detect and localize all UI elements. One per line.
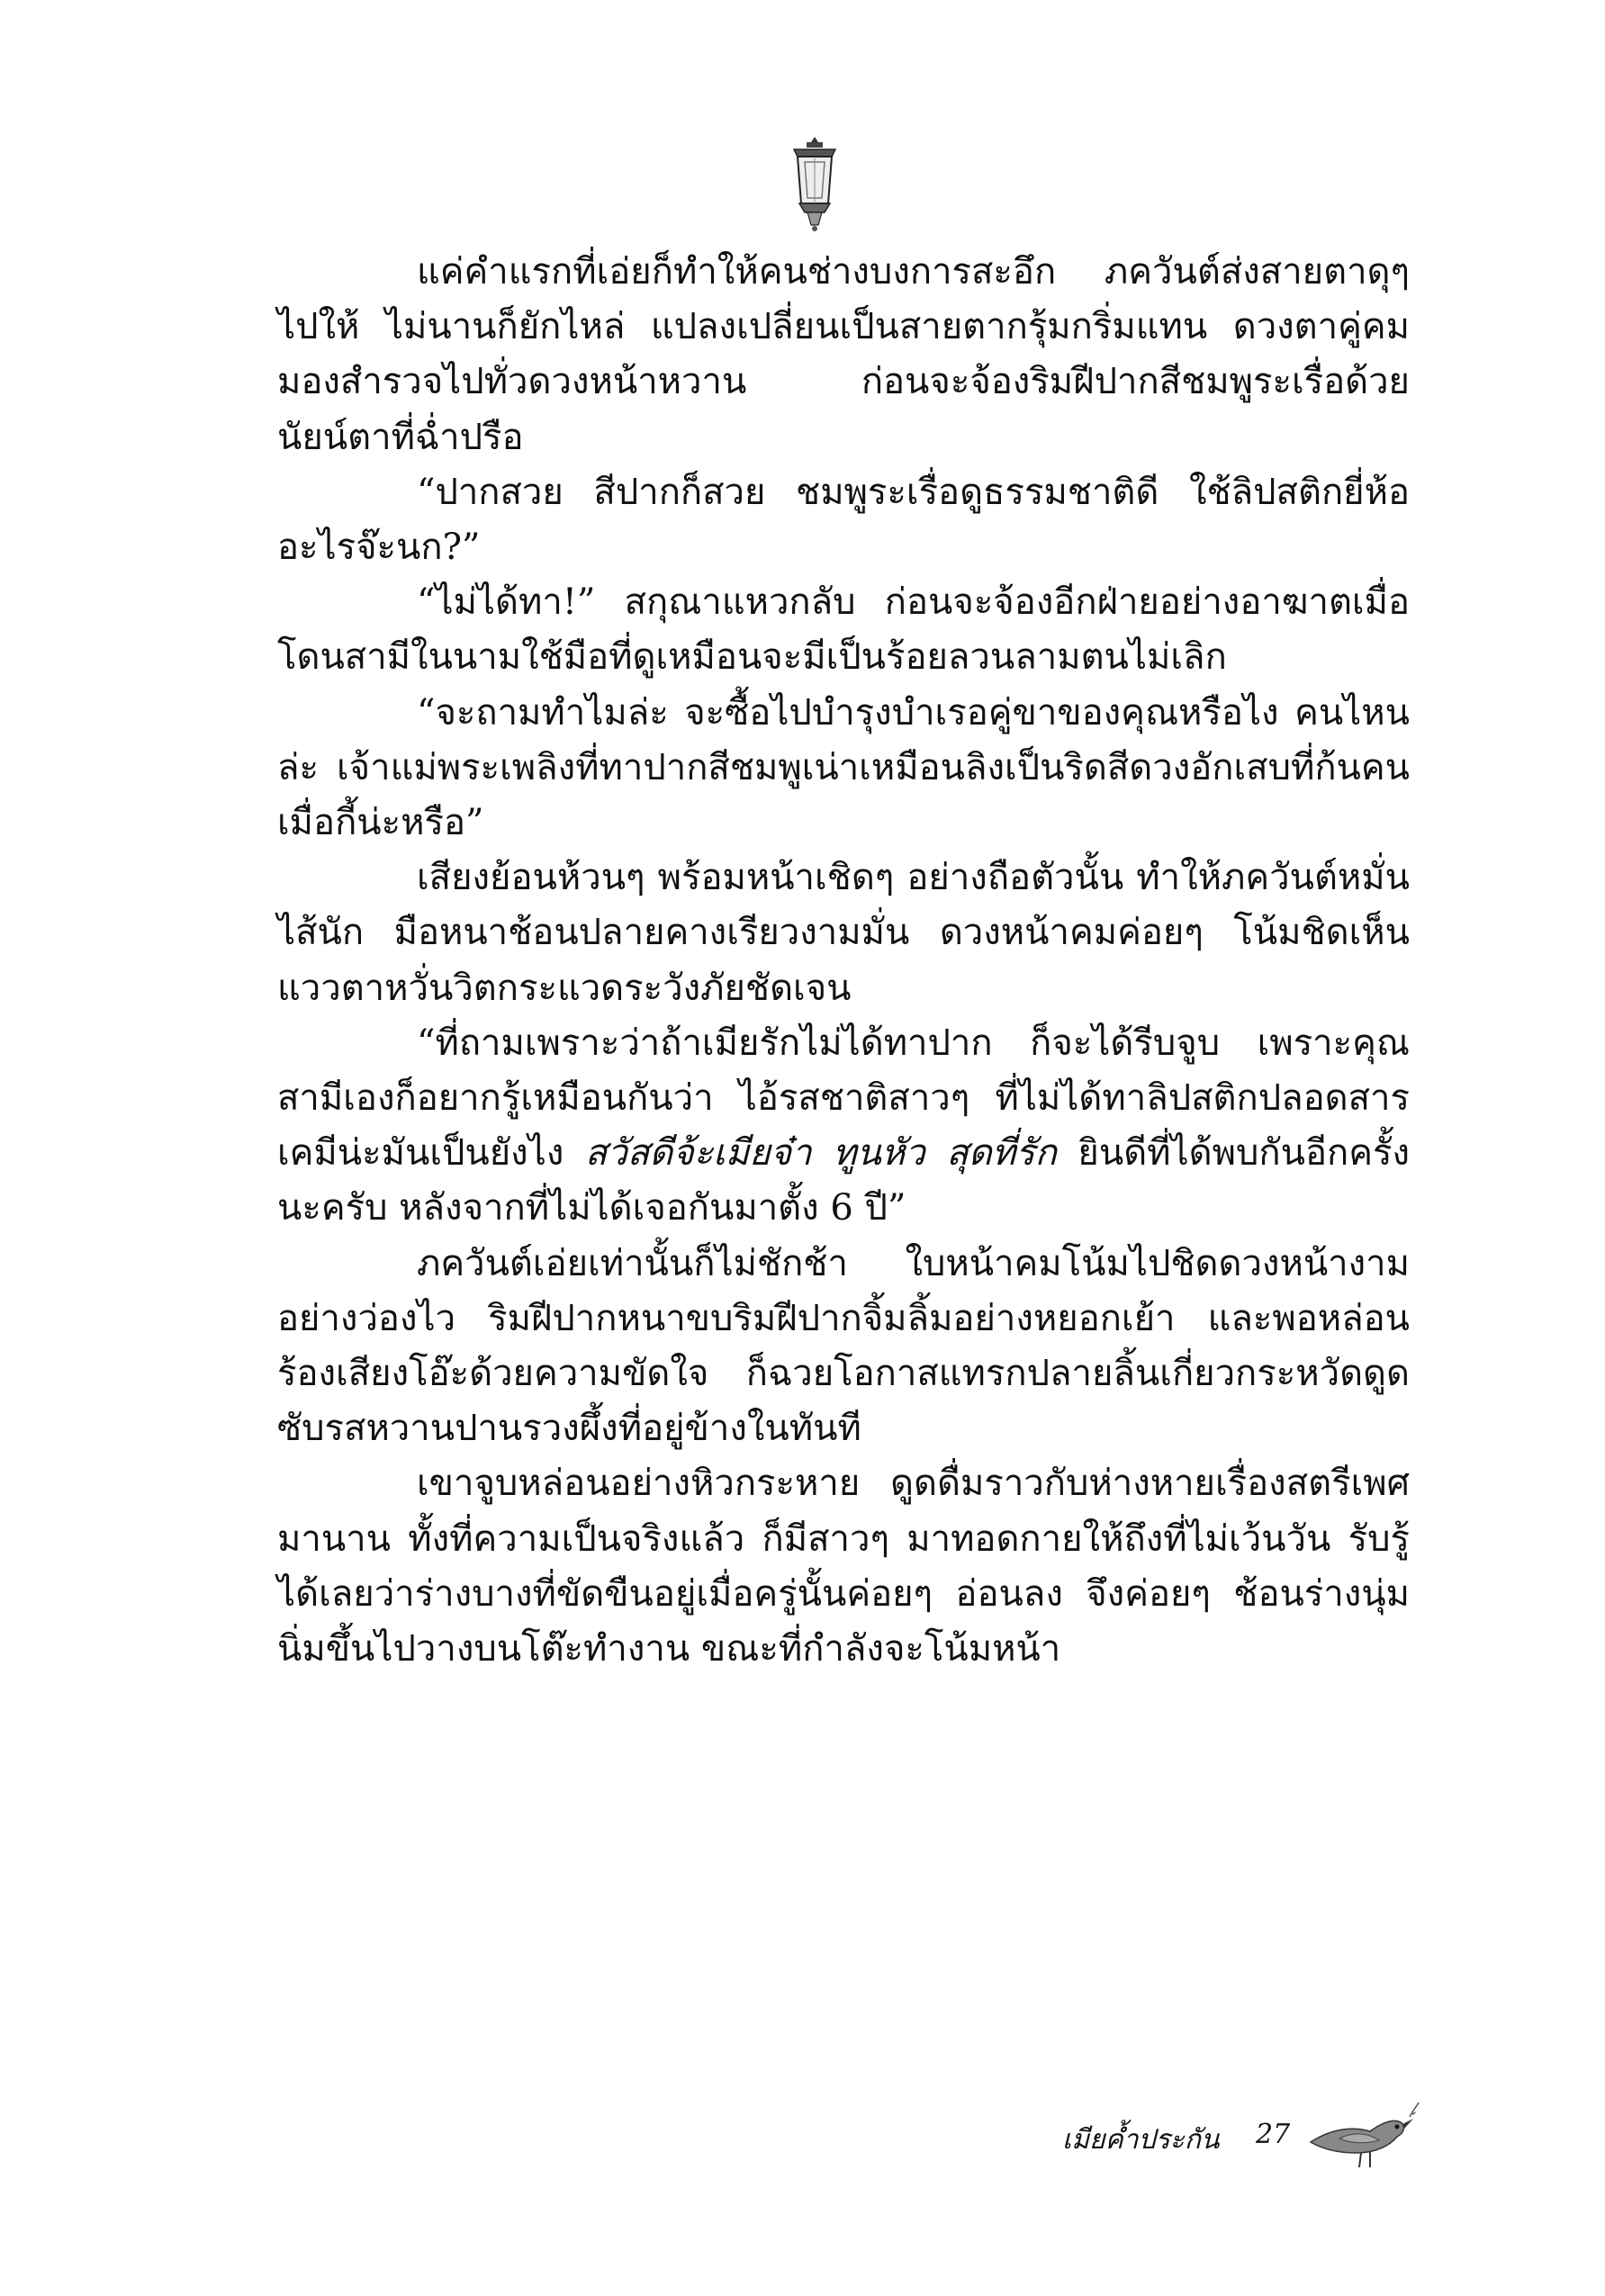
paragraph: แค่คำแรกที่เอ่ยก็ทำให้คนช่างบงการสะอึก ภควันต์ส่งสายตาดุๆ ไปให้ ไม่นานก็ยักไหล่ แปลงเปลี่ยนเป็นสายตากรุ้มกริ่มแทน ดวงตาคู่คมมองสำรวจไปทั่วดวงหน้าหวาน ก่อนจะจ้องริมฝีปากสีชมพูระเรื่อด้วยนัยน์ตาที่ฉ่ำปรือ [277, 251, 1410, 458]
paragraph: “ไม่ได้ทา!” สกุณาแหวกลับ ก่อนจะจ้องอีกฝ่ายอย่างอาฆาตเมื่อโดนสามีในนามใช้มือที่ดูเหมือนจะมีเป็นร้อยลวนลามตนไม่เลิก [277, 581, 1410, 679]
paragraph: “ปากสวย สีปากก็สวย ชมพูระเรื่อดูธรรมชาติดี ใช้ลิปสติกยี่ห้ออะไรจ๊ะนก?” [277, 471, 1410, 569]
paragraph: ภควันต์เอ่ยเท่านั้นก็ไม่ชักช้า ใบหน้าคมโน้มไปชิดดวงหน้างามอย่างว่องไว ริมฝีปากหนาขบริมฝีปากจิ้มลิ้มอย่างหยอกเย้า และพอหล่อนร้องเสียงโอ๊ะด้วยความขัดใจ ก็ฉวยโอกาสแทรกปลายลิ้นเกี่ยวกระหวัดดูดซับรสหวานปานรวงผึ้งที่อยู่ข้างในทันที [277, 1242, 1410, 1450]
paragraph [277, 1016, 1410, 1237]
bird-icon [1303, 2086, 1420, 2176]
paragraph: เสียงย้อนห้วนๆ พร้อมหน้าเชิดๆ อย่างถือตัวนั้น ทำให้ภควันต์หมั่นไส้นัก มือหนาช้อนปลายคางเรียวงามมั่น ดวงหน้าคมค่อยๆ โน้มชิดเห็นแววตาหวั่นวิตกระแวดระวังภัยชัดเจน [277, 857, 1410, 1009]
page-number: 27 [1256, 2119, 1291, 2150]
paragraph: เขาจูบหล่อนอย่างหิวกระหาย ดูดดื่มราวกับห่างหายเรื่องสตรีเพศมานาน ทั้งที่ความเป็นจริงแล้ว ก็มีสาวๆ มาทอดกายให้ถึงที่ไม่เว้นวัน รับรู้ได้เลยว่าร่างบางที่ขัดขืนอยู่เมื่อครู่นั้นค่อยๆ อ่อนลง จึงค่อยๆ ช้อนร่างนุ่มนิ่มขึ้นไปวางบนโต๊ะทำงาน ขณะที่กำลังจะโน้มหน้า [277, 1463, 1410, 1670]
italic-greeting: สวัสดีจ้ะเมียจ๋า ทูนหัว สุดที่รัก [584, 1132, 1057, 1175]
page-footer [0, 2086, 1605, 2185]
paragraph-text: ยินดีที่ได้พบกันอีกครั้งนะครับ หลังจากที่ไม่ได้เจอกันมาตั้ง 6 ปี” [277, 1132, 1410, 1229]
book-title: เมียค้ำประกัน [1062, 2124, 1220, 2156]
body-text [277, 245, 1410, 1677]
lantern-icon [783, 135, 846, 234]
paragraph-text: “ที่ถามเพราะว่าถ้าเมียรักไม่ได้ทาปาก ก็จะได้รีบจูบ เพราะคุณสามีเองก็อยากรู้เหมือนกันว่า ไอ้รสชาติสาวๆ ที่ไม่ได้ทาลิปสติกปลอดสารเคมีน่ะมันเป็นยังไง [277, 1022, 1410, 1175]
paragraph: “จะถามทำไมล่ะ จะซื้อไปบำรุงบำเรอคู่ขาของคุณหรือไง คนไหนล่ะ เจ้าแม่พระเพลิงที่ทาปากสีชมพูเน่าเหมือนลิงเป็นริดสีดวงอักเสบที่ก้นคนเมื่อกี้น่ะหรือ” [277, 691, 1410, 844]
